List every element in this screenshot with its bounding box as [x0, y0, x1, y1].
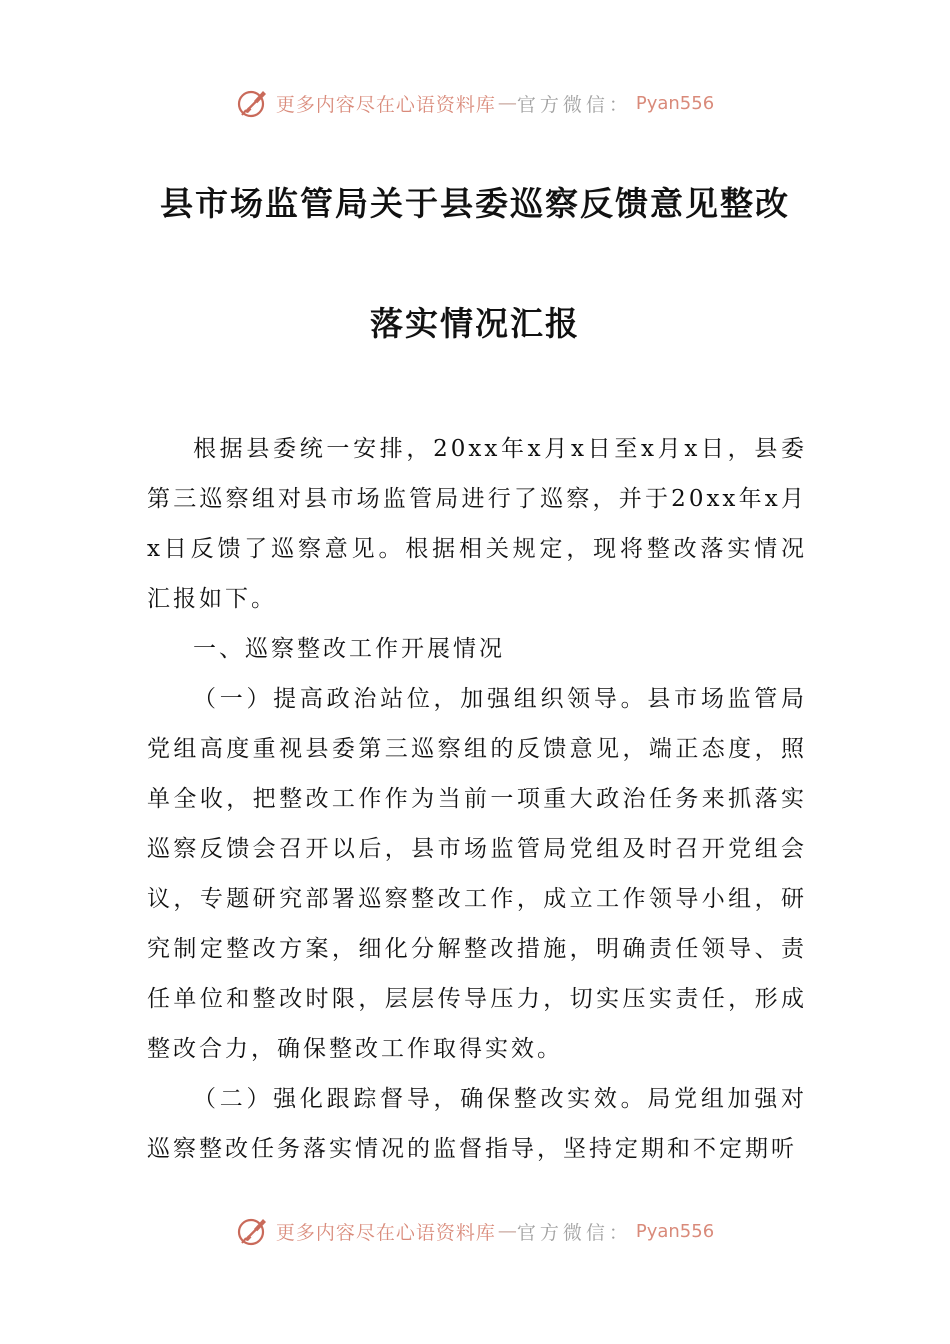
banner-official-label: 官方微信： — [516, 1221, 632, 1244]
paragraph-intro: 根据县委统一安排，20xx年x月x日至x月x日，县委第三巡察组对县市场监管局进行了巡察，并于20xx年x月x日反馈了巡察意见。根据相关规定，现将整改落实情况汇报如下。 — [147, 436, 807, 612]
banner-brand-text: 更多内容尽在心语资料库 — [275, 93, 496, 116]
header-banner — [0, 81, 950, 125]
quill-pen-logo-icon — [236, 1214, 270, 1248]
paragraph-subsection-2: （二）强化跟踪督导，确保整改实效。局党组加强对巡察整改任务落实情况的监督指导，坚持定期和不定期听 — [147, 1086, 807, 1162]
banner-brand-text: 更多内容尽在心语资料库 — [275, 1221, 496, 1244]
section-heading-1: 一、巡察整改工作开展情况 — [193, 636, 505, 662]
paragraph-subsection-1: （一）提高政治站位，加强组织领导。县市场监管局党组高度重视县委第三巡察组的反馈意见，端正态度，照单全收，把整改工作作为当前一项重大政治任务来抓落实巡察反馈会召开以后，县市场监管局党组及时召开党组会议，专题研究部署巡察整改工作，成立工作领导小组，研究制定整改方案，细化分解整改措施，明确责任领导、责任单位和整改时限，层层传导压力，切实压实责任，形成整改合力，确保整改工作取得实效。 — [147, 686, 807, 1062]
banner-wechat-id: Pyan556 — [635, 92, 715, 114]
banner-dash: — — [497, 92, 515, 114]
footer-banner — [0, 1209, 950, 1253]
quill-pen-logo-icon — [236, 86, 270, 120]
banner-wechat-id: Pyan556 — [635, 1220, 715, 1242]
banner-dash: — — [497, 1220, 515, 1242]
document-title-line-1: 县市场监管局关于县委巡察反馈意见整改 — [160, 184, 790, 223]
document-title-line-2: 落实情况汇报 — [370, 304, 580, 343]
banner-official-label: 官方微信： — [516, 93, 632, 116]
document-body — [147, 424, 807, 1174]
